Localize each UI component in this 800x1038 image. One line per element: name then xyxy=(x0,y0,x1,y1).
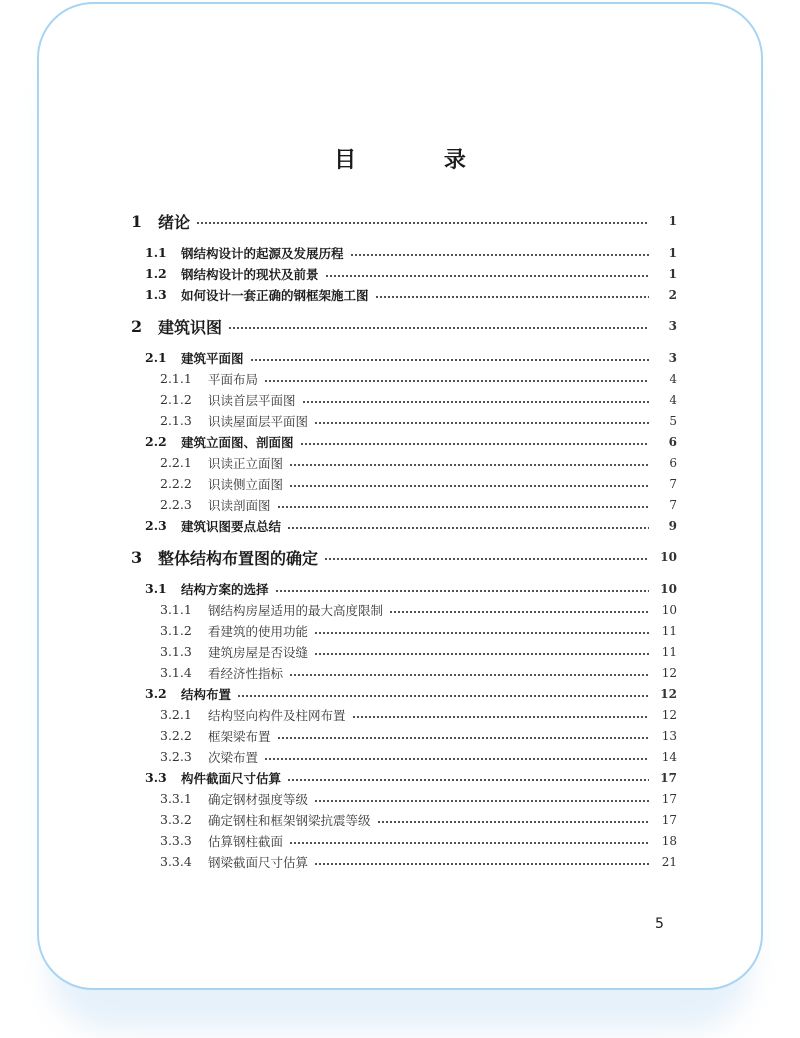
entry-title: 钢结构设计的现状及前景 xyxy=(181,266,319,282)
entry-number: 2.1.1 xyxy=(160,371,192,386)
toc-entry-level2[interactable] xyxy=(0,683,800,704)
entry-page: 1 xyxy=(668,245,677,260)
dot-leader xyxy=(289,485,649,487)
entry-title: 建筑识图 xyxy=(158,317,223,337)
page-title: 目 录 xyxy=(334,147,506,173)
entry-number: 3.3.3 xyxy=(160,833,192,848)
entry-page: 11 xyxy=(661,644,677,659)
dot-leader xyxy=(289,674,649,676)
entry-number: 3.1.2 xyxy=(160,623,192,638)
toc-entry-level3[interactable] xyxy=(0,599,800,620)
page-number: 5 xyxy=(655,916,664,932)
entry-page: 4 xyxy=(669,392,677,407)
toc-entry-level2[interactable] xyxy=(0,347,800,368)
entry-number: 3.2.3 xyxy=(160,749,192,764)
entry-page: 18 xyxy=(661,833,677,848)
dot-leader xyxy=(277,737,649,739)
entry-page: 17 xyxy=(660,770,677,785)
toc-entry-level3[interactable] xyxy=(0,746,800,767)
dot-leader xyxy=(324,558,649,560)
dot-leader xyxy=(300,443,649,445)
toc-entry-level3[interactable] xyxy=(0,641,800,662)
entry-page: 5 xyxy=(669,413,677,428)
entry-page: 12 xyxy=(661,665,677,680)
dot-leader xyxy=(302,401,649,403)
entry-page: 1 xyxy=(668,266,677,281)
entry-title: 建筑识图要点总结 xyxy=(181,518,282,534)
dot-leader xyxy=(352,716,649,718)
dot-leader xyxy=(289,464,649,466)
entry-title: 识读侧立面图 xyxy=(208,476,284,492)
entry-number: 3.2.2 xyxy=(160,728,192,743)
toc-entry-level3[interactable] xyxy=(0,662,800,683)
toc-entry-level1[interactable] xyxy=(0,315,800,337)
entry-number: 1.1 xyxy=(145,245,167,260)
toc-entry-level3[interactable] xyxy=(0,788,800,809)
dot-leader xyxy=(196,222,649,224)
entry-page: 10 xyxy=(660,550,677,564)
entry-number: 2.2 xyxy=(145,434,167,449)
toc-entry-level2[interactable] xyxy=(0,263,800,284)
entry-number: 2.1.3 xyxy=(160,413,192,428)
entry-number: 3 xyxy=(131,547,143,567)
entry-number: 2 xyxy=(131,316,143,336)
entry-title: 次梁布置 xyxy=(208,749,259,765)
entry-title: 识读剖面图 xyxy=(208,497,271,513)
entry-page: 11 xyxy=(661,623,677,638)
dot-leader xyxy=(314,863,649,865)
entry-number: 3.3.2 xyxy=(160,812,192,827)
dot-leader xyxy=(375,296,649,298)
entry-number: 2.2.3 xyxy=(160,497,192,512)
entry-title: 绪论 xyxy=(158,212,191,232)
toc-entry-level3[interactable] xyxy=(0,809,800,830)
dot-leader xyxy=(287,527,649,529)
entry-number: 3.3.4 xyxy=(160,854,192,869)
entry-number: 3.3.1 xyxy=(160,791,192,806)
entry-page: 10 xyxy=(660,581,677,596)
entry-page: 17 xyxy=(661,791,677,806)
toc-entry-level2[interactable] xyxy=(0,431,800,452)
dot-leader xyxy=(314,632,649,634)
entry-page: 6 xyxy=(668,434,677,449)
toc-entry-level1[interactable] xyxy=(0,210,800,232)
entry-number: 2.1 xyxy=(145,350,167,365)
entry-title: 框架梁布置 xyxy=(208,728,271,744)
dot-leader xyxy=(237,695,649,697)
entry-number: 1.2 xyxy=(145,266,167,281)
entry-title: 建筑房屋是否设缝 xyxy=(208,644,309,660)
entry-number: 3.1.1 xyxy=(160,602,192,617)
toc-entry-level3[interactable] xyxy=(0,389,800,410)
dot-leader xyxy=(350,254,649,256)
dot-leader xyxy=(250,359,649,361)
entry-title: 确定钢材强度等级 xyxy=(208,791,309,807)
entry-page: 21 xyxy=(661,854,677,869)
entry-title: 钢结构房屋适用的最大高度限制 xyxy=(208,602,384,618)
toc-entry-level3[interactable] xyxy=(0,851,800,872)
dot-leader xyxy=(275,590,649,592)
entry-number: 3.1.3 xyxy=(160,644,192,659)
entry-title: 钢结构设计的起源及发展历程 xyxy=(181,245,344,261)
dot-leader xyxy=(289,842,649,844)
entry-number: 2.2.1 xyxy=(160,455,192,470)
entry-page: 1 xyxy=(668,214,677,228)
entry-title: 整体结构布置图的确定 xyxy=(158,548,319,568)
toc-entry-level3[interactable] xyxy=(0,452,800,473)
entry-page: 17 xyxy=(661,812,677,827)
entry-title: 看经济性指标 xyxy=(208,665,284,681)
entry-title: 如何设计一套正确的钢框架施工图 xyxy=(181,287,369,303)
toc-entry-level2[interactable] xyxy=(0,767,800,788)
entry-page: 4 xyxy=(669,371,677,386)
entry-number: 3.3 xyxy=(145,770,167,785)
table-of-contents xyxy=(0,210,800,872)
dot-leader xyxy=(264,380,649,382)
toc-entry-level2[interactable] xyxy=(0,515,800,536)
toc-entry-level3[interactable] xyxy=(0,704,800,725)
dot-leader xyxy=(377,821,649,823)
entry-number: 3.2.1 xyxy=(160,707,192,722)
entry-title: 构件截面尺寸估算 xyxy=(181,770,282,786)
toc-entry-level3[interactable] xyxy=(0,473,800,494)
entry-title: 估算钢柱截面 xyxy=(208,833,284,849)
entry-number: 3.2 xyxy=(145,686,167,701)
dot-leader xyxy=(325,275,649,277)
entry-title: 建筑立面图、剖面图 xyxy=(181,434,294,450)
toc-entry-level2[interactable] xyxy=(0,578,800,599)
entry-page: 7 xyxy=(669,497,677,512)
entry-title: 识读正立面图 xyxy=(208,455,284,471)
entry-page: 3 xyxy=(668,319,677,333)
toc-entry-level1[interactable] xyxy=(0,546,800,568)
entry-title: 平面布局 xyxy=(208,371,259,387)
dot-leader xyxy=(228,327,649,329)
dot-leader xyxy=(264,758,649,760)
entry-title: 识读屋面层平面图 xyxy=(208,413,309,429)
entry-page: 9 xyxy=(668,518,677,533)
entry-title: 建筑平面图 xyxy=(181,350,244,366)
entry-page: 3 xyxy=(668,350,677,365)
entry-page: 12 xyxy=(660,686,677,701)
dot-leader xyxy=(314,653,649,655)
entry-title: 看建筑的使用功能 xyxy=(208,623,309,639)
toc-entry-level3[interactable] xyxy=(0,494,800,515)
toc-entry-level3[interactable] xyxy=(0,368,800,389)
entry-title: 识读首层平面图 xyxy=(208,392,296,408)
entry-number: 1 xyxy=(131,211,143,231)
dot-leader xyxy=(287,779,649,781)
entry-number: 2.1.2 xyxy=(160,392,192,407)
entry-number: 2.2.2 xyxy=(160,476,192,491)
entry-number: 3.1.4 xyxy=(160,665,192,680)
entry-number: 2.3 xyxy=(145,518,167,533)
toc-entry-level2[interactable] xyxy=(0,242,800,263)
dot-leader xyxy=(389,611,649,613)
entry-page: 13 xyxy=(661,728,677,743)
entry-page: 10 xyxy=(661,602,677,617)
dot-leader xyxy=(277,506,649,508)
entry-page: 7 xyxy=(669,476,677,491)
toc-entry-level3[interactable] xyxy=(0,410,800,431)
entry-page: 12 xyxy=(661,707,677,722)
toc-entry-level2[interactable] xyxy=(0,284,800,305)
entry-number: 3.1 xyxy=(145,581,167,596)
entry-title: 结构布置 xyxy=(181,686,232,702)
entry-page: 2 xyxy=(668,287,677,302)
toc-entry-level3[interactable] xyxy=(0,725,800,746)
entry-title: 结构竖向构件及柱网布置 xyxy=(208,707,346,723)
entry-title: 钢梁截面尺寸估算 xyxy=(208,854,309,870)
entry-title: 确定钢柱和框架钢梁抗震等级 xyxy=(208,812,371,828)
entry-page: 14 xyxy=(661,749,677,764)
entry-number: 1.3 xyxy=(145,287,167,302)
entry-page: 6 xyxy=(669,455,677,470)
entry-title: 结构方案的选择 xyxy=(181,581,269,597)
dot-leader xyxy=(314,800,649,802)
toc-entry-level3[interactable] xyxy=(0,620,800,641)
toc-entry-level3[interactable] xyxy=(0,830,800,851)
dot-leader xyxy=(314,422,649,424)
